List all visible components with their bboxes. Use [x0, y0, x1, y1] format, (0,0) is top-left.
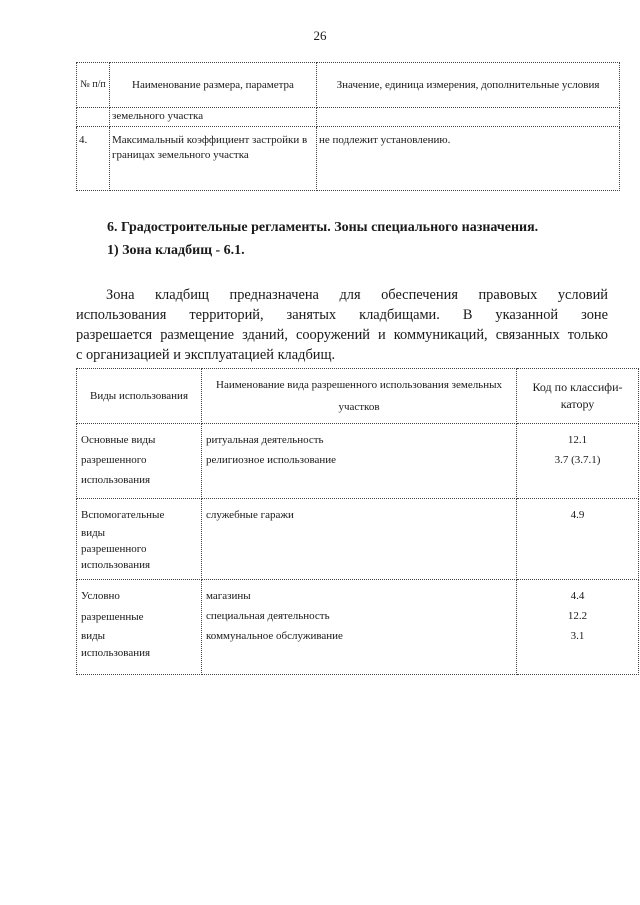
table-row	[77, 127, 620, 191]
kind-cell: Основные виды разрешенного использования	[77, 424, 202, 499]
parameters-table	[76, 62, 620, 191]
paragraph-line: Зона кладбищ предназначена для обеспечения правовых условий	[106, 287, 608, 303]
header-value: Значение, единица измерения, дополнительные условия	[317, 63, 620, 108]
paragraph-line: с организацией и эксплуатацией кладбищ.	[76, 347, 336, 363]
use-names-cell: ритуальная деятельность религиозное использование	[202, 424, 517, 499]
use-names-cell: служебные гаражи	[202, 499, 517, 580]
codes-cell: 4.4 12.2 3.1	[517, 580, 639, 675]
paragraph-line: разрешается размещение зданий, сооружений и коммуникаций, связанных только	[76, 327, 608, 343]
zone-description	[76, 285, 608, 365]
table-row	[77, 108, 620, 127]
section-heading: 6. Градостроительные регламенты. Зоны специального назначения.	[107, 220, 539, 235]
row-param-name: Максимальный коэффициент застройки в границах земельного участка	[110, 127, 317, 191]
kind-cell: Вспомогательные виды разрешенного использования	[77, 499, 202, 580]
row-value: не подлежит установлению.	[317, 127, 620, 191]
header-use-name: Наименование вида разрешенного использования земельных участков	[202, 369, 517, 424]
header-num: № п/п	[77, 63, 110, 108]
header-param-name: Наименование размера, параметра	[110, 63, 317, 108]
land-use-table	[76, 368, 639, 675]
header-code: Код по классифи-катору	[517, 369, 639, 424]
continuation-cell: земельного участка	[110, 108, 317, 127]
use-names-cell: магазины специальная деятельность коммунальное обслуживание	[202, 580, 517, 675]
row-num: 4.	[77, 127, 110, 191]
table-row	[77, 580, 639, 675]
page-number: 26	[313, 28, 327, 43]
table-row	[77, 499, 639, 580]
zone-heading: 1) Зона кладбищ - 6.1.	[107, 243, 245, 258]
codes-cell: 4.9	[517, 499, 639, 580]
table-header-row	[77, 63, 620, 108]
table-header-row	[77, 369, 639, 424]
kind-cell: Условно разрешенные виды использования	[77, 580, 202, 675]
table-row	[77, 424, 639, 499]
header-kind: Виды использования	[77, 369, 202, 424]
codes-cell: 12.1 3.7 (3.7.1)	[517, 424, 639, 499]
paragraph-line: использования территорий, занятых кладбищами. В указанной зоне	[76, 307, 608, 323]
